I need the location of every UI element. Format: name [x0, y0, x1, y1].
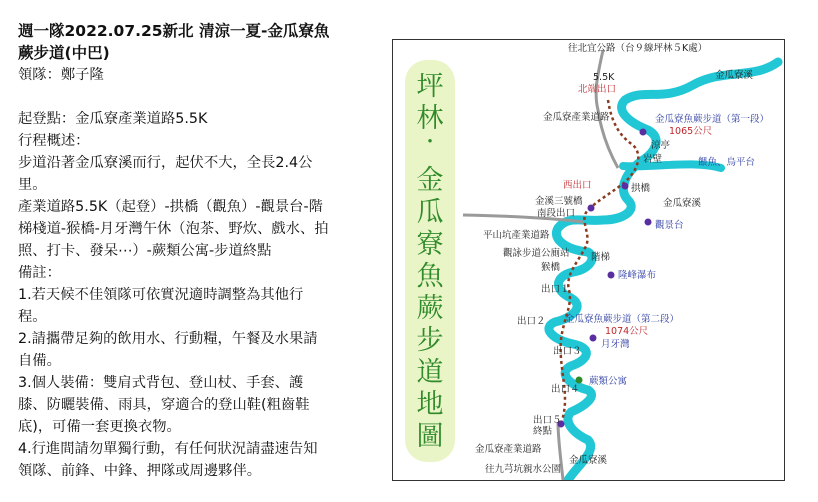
label-arch-bridge: 拱橋: [631, 183, 651, 194]
map-title-char: 林: [416, 103, 444, 134]
map-title-char: 坪: [416, 71, 444, 102]
map-title-char: 地: [416, 389, 444, 420]
label-trail-2: 金瓜寮魚蕨步道（第二段）: [565, 314, 680, 325]
road-north: [596, 50, 618, 168]
trip-description: [18, 20, 378, 482]
marker-pavilion: [640, 129, 647, 136]
map-title-char: 蕨: [416, 293, 444, 324]
route-text-2: 梯棧道-猴橋-月牙灣午休（泡茶、野炊、戲水、拍: [18, 221, 329, 237]
label-trail-1: 金瓜寮魚蕨步道（第一段）: [655, 114, 770, 125]
marker-bridge: [622, 183, 629, 190]
label-exit-4: 出口４: [551, 384, 580, 395]
label-waterfall: 隆峰瀑布: [618, 270, 657, 281]
route-text-3: 照、打卡、發呆⋯）-蕨類公寓-步道終點: [18, 243, 272, 259]
map-title-char: 魚: [416, 261, 444, 292]
overview-label: 行程概述：: [18, 133, 90, 149]
note-3-line-1: 3.個人裝備：雙肩式背包、登山杖、手套、護: [18, 375, 304, 391]
label-fern-apt: 蕨類公寓: [589, 376, 628, 387]
route-text-1: 產業道路5.5K（起登）-拱橋（觀魚）-觀景台-階: [18, 199, 323, 215]
map-title-char: 金: [416, 165, 444, 196]
label-moon-bay: 月牙灣: [601, 339, 630, 350]
map-title-char: ·: [425, 126, 435, 157]
note-3-line-2: 膝、防曬裝備、雨具，穿適合的登山鞋(粗齒鞋: [18, 397, 310, 413]
label-south-mt: 南段出口: [537, 208, 576, 219]
map-title-char: 圖: [416, 421, 444, 452]
label-exit-3: 出口３: [553, 346, 582, 357]
overview-text-1: 步道沿著金瓜寮溪而行，起伏不大，全長2.4公: [18, 155, 313, 171]
map-title-char: 道: [416, 357, 444, 388]
label-len-2: 1074公尺: [605, 326, 649, 337]
label-len-1: 1065公尺: [669, 126, 713, 137]
trip-title-line2: 蕨步道(中巴): [18, 44, 110, 62]
marker-jxsan: [588, 205, 595, 212]
label-pingshan-road: 平山坑產業道路: [483, 230, 550, 241]
label-stairs: 階梯: [591, 252, 611, 263]
label-jxsan-bridge: 金溪三號橋: [535, 196, 583, 207]
note-2-line-2: 自備。: [18, 353, 61, 369]
label-river-bottom: 金瓜寮溪: [569, 455, 608, 466]
trail-map: [392, 39, 785, 481]
note-2-line-1: 2.請攜帶足夠的飲用水、行動糧，午餐及水果請: [18, 331, 318, 347]
label-bottom-road: 金瓜寮產業道路: [475, 444, 542, 455]
label-north-exit: 北端出口: [578, 84, 617, 95]
label-river-top: 金瓜寮溪: [715, 70, 754, 81]
label-to-park: 往九芎坑親水公園: [485, 464, 562, 475]
label-5-5k: 5.5K: [593, 72, 615, 83]
note-1-line-2: 程。: [18, 309, 47, 325]
label-monkey-bridge: 猴橋: [541, 262, 561, 273]
label-top-road: 往北宜公路（台９線坪林５K處）: [568, 43, 708, 54]
label-rock: 岩壁: [643, 154, 663, 165]
map-title-char: 寮: [416, 229, 444, 260]
label-toilet: 觀詠步道公廁站: [503, 248, 570, 259]
overview-text-2: 里。: [18, 177, 47, 193]
note-4-line-1: 4.行進間請勿單獨行動，有任何狀況請盡速告知: [18, 441, 318, 457]
label-feeding: 餵魚、烏平台: [698, 157, 756, 168]
marker-view: [645, 219, 652, 226]
leader-line: 領隊：鄭子隆: [18, 67, 104, 83]
marker-moon: [590, 335, 597, 342]
label-end-point: 終點: [533, 426, 553, 437]
marker-waterfall: [608, 272, 615, 279]
marker-fern: [576, 377, 583, 384]
notes-label: 備註：: [18, 265, 61, 281]
note-3-line-3: 底)，可備一套更換衣物。: [18, 419, 181, 435]
label-west-exit: 西出口: [563, 180, 592, 191]
label-exit-2: 出口２: [517, 316, 546, 327]
label-river-mid: 金瓜寮溪: [663, 198, 702, 209]
map-title-panel: [405, 60, 455, 462]
trip-title-line1: 週一隊2022.07.25新北 清涼一夏-金瓜寮魚: [18, 22, 330, 40]
map-title-char: 瓜: [416, 197, 444, 228]
note-1-line-1: 1.若天候不佳領隊可依實況適時調整為其他行: [18, 287, 304, 303]
map-title-char: 步: [416, 325, 444, 356]
label-pavilion: 涼亭: [651, 140, 671, 151]
label-viewpoint: 觀景台: [655, 220, 684, 231]
label-industry-road: 金瓜寮產業道路: [543, 112, 610, 123]
label-exit-5: 出口５: [533, 415, 562, 426]
note-4-line-2: 領隊、前鋒、中鋒、押隊或周邊夥伴。: [18, 463, 262, 479]
label-exit-1: 出口１: [541, 284, 570, 295]
start-point: 起登點：金瓜寮產業道路5.5K: [18, 111, 208, 127]
